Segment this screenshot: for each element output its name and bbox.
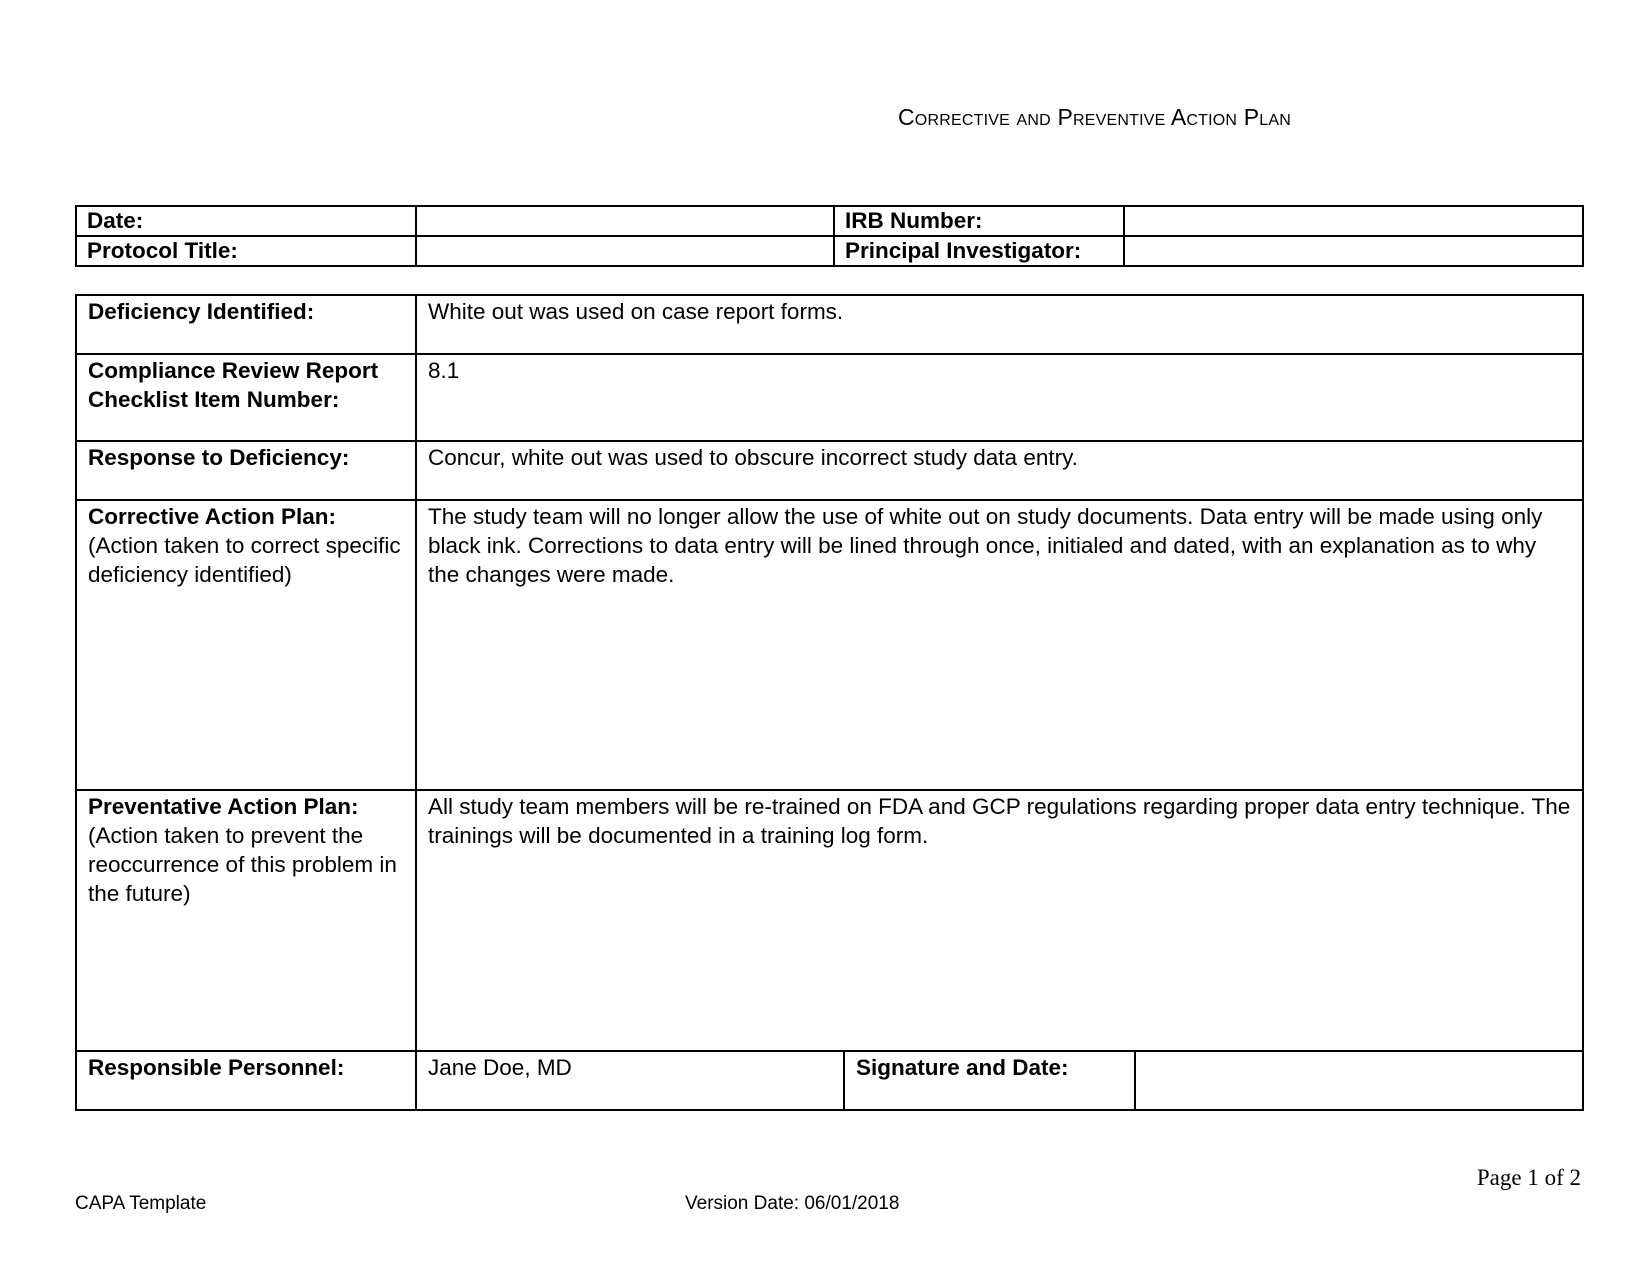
- signature-date-field[interactable]: [1135, 1051, 1583, 1110]
- version-date: Version Date: 06/01/2018: [685, 1193, 900, 1214]
- preventative-action-value[interactable]: All study team members will be re-trained on FDA and GCP regulations regarding proper data entry technique. The trainings will be documented in a training log form.: [416, 790, 1583, 1051]
- header-info-table: [75, 205, 1584, 267]
- page-number: Page 1 of 2: [1476, 1165, 1581, 1190]
- corrective-action-value[interactable]: The study team will no longer allow the use of white out on study documents. Data entry will be made using only black ink. Corrections to data entry will be lined through once, initialed and dated, with an explanation as to why the changes were made.: [416, 500, 1583, 790]
- checklist-row: [76, 354, 1583, 441]
- date-field[interactable]: [416, 206, 834, 236]
- checklist-item-label: Compliance Review Report Checklist Item Number:: [76, 354, 416, 441]
- header-row-date-irb: [76, 206, 1583, 236]
- capa-table: [75, 294, 1584, 1111]
- protocol-title-label: Protocol Title:: [76, 236, 416, 266]
- irb-number-label: IRB Number:: [834, 206, 1124, 236]
- checklist-item-value[interactable]: 8.1: [416, 354, 1583, 441]
- corrective-action-label: Corrective Action Plan:: [88, 504, 336, 529]
- template-name: CAPA Template: [75, 1193, 207, 1214]
- response-row: [76, 441, 1583, 500]
- deficiency-label: Deficiency Identified:: [76, 295, 416, 354]
- deficiency-row: [76, 295, 1583, 354]
- protocol-title-field[interactable]: [416, 236, 834, 266]
- responsible-personnel-label: Responsible Personnel:: [76, 1051, 416, 1110]
- signature-date-label: Signature and Date:: [844, 1051, 1135, 1110]
- principal-investigator-field[interactable]: [1124, 236, 1583, 266]
- corrective-action-row: [76, 500, 1583, 790]
- corrective-action-label-cell: [76, 500, 416, 790]
- deficiency-value[interactable]: White out was used on case report forms.: [416, 295, 1583, 354]
- preventative-action-label: Preventative Action Plan:: [88, 794, 359, 819]
- date-label: Date:: [76, 206, 416, 236]
- preventative-action-row: [76, 790, 1583, 1051]
- responsible-personnel-value[interactable]: Jane Doe, MD: [416, 1051, 844, 1110]
- principal-investigator-label: Principal Investigator:: [834, 236, 1124, 266]
- irb-number-field[interactable]: [1124, 206, 1583, 236]
- corrective-action-sublabel: (Action taken to correct specific deficiency identified): [88, 533, 401, 587]
- responsible-row: [76, 1051, 1583, 1110]
- page-title: Corrective and Preventive Action Plan: [898, 104, 1292, 130]
- preventative-action-label-cell: [76, 790, 416, 1051]
- header-row-protocol-pi: [76, 236, 1583, 266]
- response-value[interactable]: Concur, white out was used to obscure incorrect study data entry.: [416, 441, 1583, 500]
- response-label: Response to Deficiency:: [76, 441, 416, 500]
- preventative-action-sublabel: (Action taken to prevent the reoccurrence of this problem in the future): [88, 823, 397, 906]
